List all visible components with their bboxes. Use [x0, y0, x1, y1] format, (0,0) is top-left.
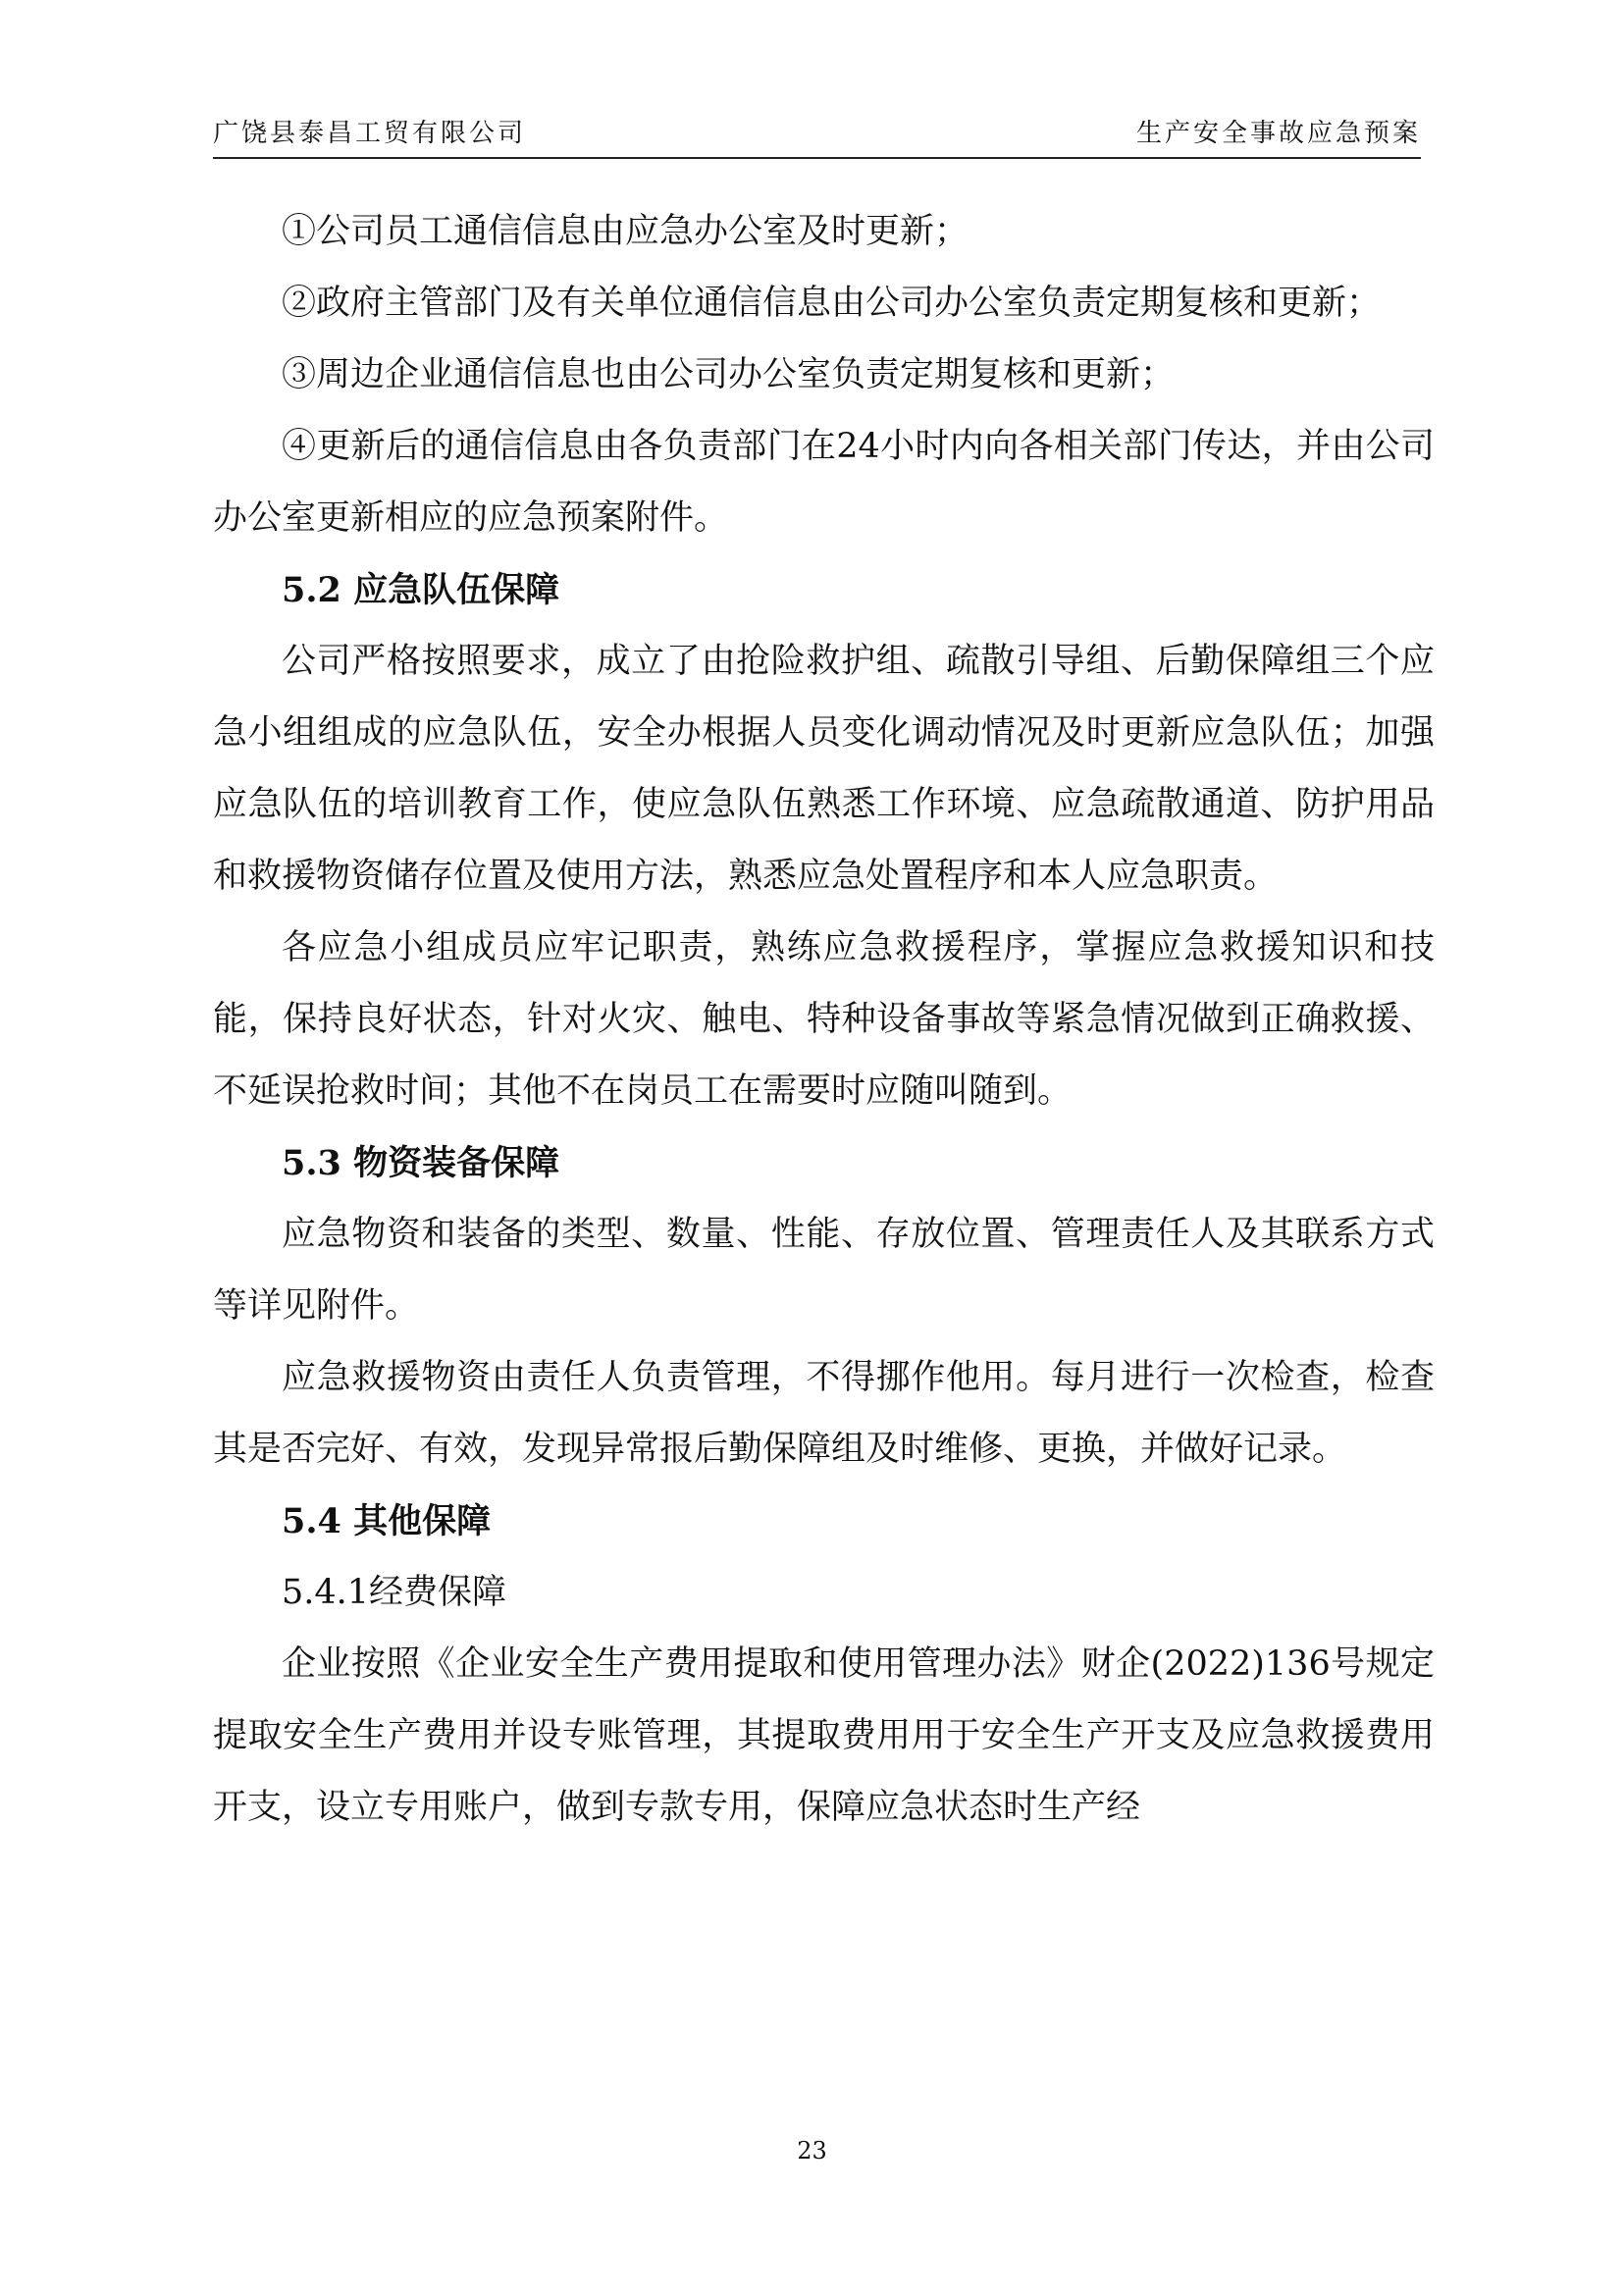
page-number: 23: [797, 2137, 827, 2165]
section-heading-5-4: 5.4 其他保障: [282, 1501, 492, 1541]
paragraph-9: 企业按照《企业安全生产费用提取和使用管理办法》财企(2022)136号规定提取安全生产费用并设专账管理，其提取费用用于安全生产开支及应急救援费用开支，设立专用账户，做到专款专用，保障应急状态时生产经: [213, 1644, 1435, 1827]
section-heading-5-3: 5.3 物资装备保障: [282, 1143, 560, 1183]
paragraph-1: ①公司员工通信信息由应急办公室及时更新；: [282, 212, 969, 251]
header-doc-title: 生产安全事故应急预案: [1135, 119, 1421, 148]
paragraph-3: ③周边企业通信信息也由公司办公室负责定期复核和更新；: [282, 355, 1176, 394]
page-body: [213, 196, 1435, 1844]
header-company: 广饶县泰昌工贸有限公司: [213, 119, 527, 148]
paragraph-5: 公司严格按照要求，成立了由抢险救护组、疏散引导组、后勤保障组三个应急小组组成的应急队伍，安全办根据人员变化调动情况及时更新应急队伍；加强应急队伍的培训教育工作，使应急队伍熟悉工作环境、应急疏散通道、防护用品和救援物资储存位置及使用方法，熟悉应急处置程序和本人应急职责。: [213, 642, 1435, 896]
page-header: [213, 110, 1421, 159]
paragraph-6: 各应急小组成员应牢记职责，熟练应急救援程序，掌握应急救援知识和技能，保持良好状态，针对火灾、触电、特种设备事故等紧急情况做到正确救援、不延误抢救时间；其他不在岗员工在需要时应随叫随到。: [213, 928, 1435, 1111]
paragraph-7: 应急物资和装备的类型、数量、性能、存放位置、管理责任人及其联系方式等详见附件。: [213, 1215, 1435, 1326]
section-heading-5-2: 5.2 应急队伍保障: [282, 570, 560, 610]
subsection-heading-5-4-1: 5.4.1经费保障: [282, 1573, 507, 1612]
paragraph-2: ②政府主管部门及有关单位通信信息由公司办公室负责定期复核和更新；: [282, 284, 1382, 323]
paragraph-4: ④更新后的通信信息由各负责部门在24小时内向各相关部门传达，并由公司办公室更新相应的应急预案附件。: [213, 427, 1435, 538]
paragraph-8: 应急救援物资由责任人负责管理，不得挪作他用。每月进行一次检查，检查其是否完好、有效，发现异常报后勤保障组及时维修、更换，并做好记录。: [213, 1358, 1435, 1469]
